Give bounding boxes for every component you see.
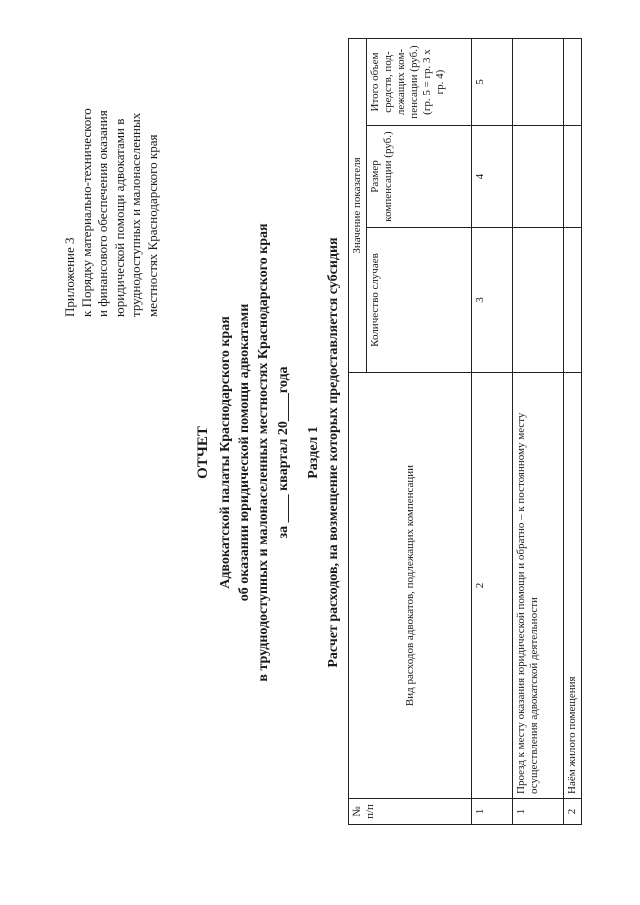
header-count: Количество случаев [367, 228, 472, 373]
table-row [564, 39, 582, 825]
row-number: 2 [564, 799, 582, 825]
row-count [513, 228, 564, 373]
row-expense-type: Проезд к месту оказания юридической помощи и обратно – к постоянному месту осуществления адвокатской деятельности [513, 373, 564, 799]
row-amount [513, 126, 564, 228]
report-period: за ____ квартал 20____года [276, 366, 291, 539]
row-total [564, 39, 582, 126]
appendix-line: Приложение 3 [62, 237, 77, 317]
row-number: 1 [513, 799, 564, 825]
row-expense-type: Наём жилого помещения [564, 373, 582, 799]
header-number: № п/п [349, 799, 472, 825]
row-count [564, 228, 582, 373]
column-number: 3 [472, 228, 513, 373]
appendix-line: местностях Краснодарского края [144, 134, 160, 317]
header-values-group: Значение показателя [349, 39, 367, 373]
header-amount: Размер компенсации (руб.) [367, 126, 472, 228]
column-number: 1 [472, 799, 513, 825]
appendix-line: и финансового обеспечения оказания [95, 110, 110, 317]
section-subtitle: Расчет расходов, на возмещение которых предоставляется субсидия [326, 237, 341, 668]
section-title: Раздел 1 [306, 426, 321, 479]
appendix-line: труднодоступных и малонаселенных [128, 112, 143, 317]
report-area: в труднодоступных и малонаселенных местностях Краснодарского края [256, 223, 271, 682]
report-organization: Адвокатской палаты Краснодарского края [218, 316, 233, 589]
report-title: ОТЧЕТ [195, 426, 211, 479]
report-purpose: об оказании юридической помощи адвокатами [237, 303, 252, 602]
appendix-reference [62, 57, 161, 317]
row-total [513, 39, 564, 126]
header-expense-type: Вид расходов адвокатов, подлежащих компенсации [349, 373, 472, 799]
appendix-line: юридической помощи адвокатами в [111, 118, 127, 317]
appendix-line: к Порядку материально-технического [78, 108, 94, 317]
row-amount [564, 126, 582, 228]
column-number-row [472, 39, 513, 825]
column-number: 2 [472, 373, 513, 799]
table-header-row [349, 39, 367, 825]
expense-table [348, 38, 582, 825]
table-row [513, 39, 564, 825]
column-number: 4 [472, 126, 513, 228]
column-number: 5 [472, 39, 513, 126]
header-total: Итого объем средств, под-лежащих ком-пенсации (руб.) (гр. 5 = гр. 3 х гр. 4) [367, 39, 472, 126]
